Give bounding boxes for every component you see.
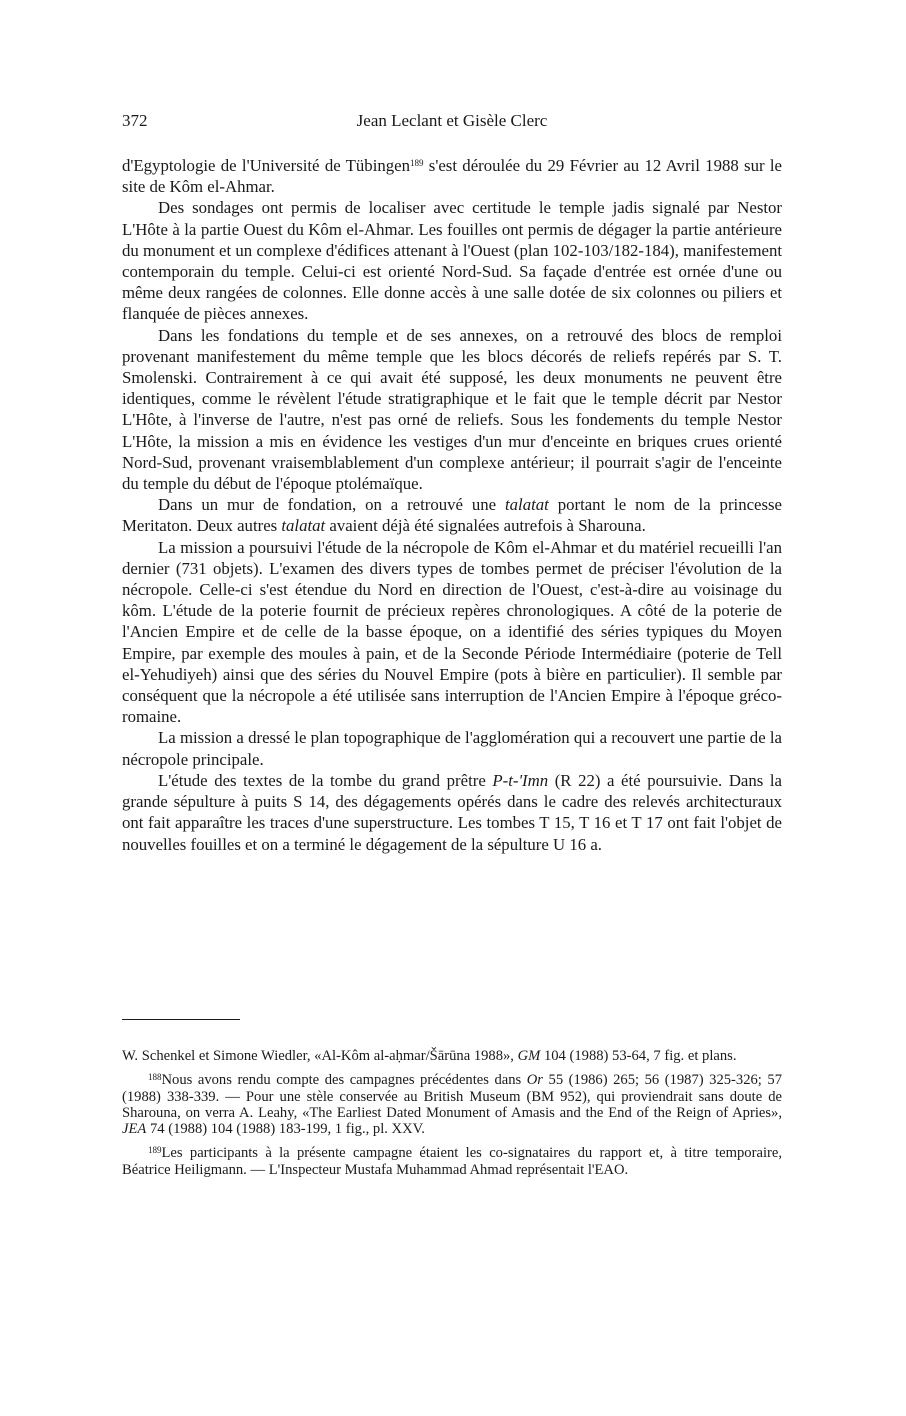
footnote-188-text-c: 74 (1988) 104 (1988) 183-199, 1 fig., pl. XXV. (146, 1121, 425, 1138)
page-header (122, 111, 782, 135)
paragraph-7-text-b: (R 22) a été poursuivie. Dans la grande sépulture à puits S 14, des dégagements opérés dans le cadre des relevés architecturaux ont fait apparaître les traces d'une superstructure. Les tombes T 15, T 16 et T 17 ont fait l'objet de nouvelles fouilles et on a terminé le dégagement de la sépulture U 16 a. (122, 770, 782, 854)
paragraph-4-text-c: avaient déjà été signalées autrefois à Sharouna. (325, 516, 646, 536)
paragraph-4 (122, 494, 782, 536)
footnote-cont-italic: GM (517, 1048, 541, 1064)
paragraph-1 (122, 155, 782, 197)
paragraph-3: Dans les fondations du temple et de ses annexes, on a retrouvé des blocs de remploi provenant manifestement du même temple que les blocs décorés de reliefs repérés par S. T. Smolenski. Contrairement à ce qui avait été supposé, les deux monuments ne peuvent être identiques, comme le révèlent l'étude stratigraphique et le fait que le temple décrit par Nestor L'Hôte, à l'inverse de l'autre, n'est pas orné de reliefs. Sous les fondements du temple Nestor L'Hôte, la mission a mis en évidence les vestiges d'un mur d'enceinte en briques crues orienté Nord-Sud, provenant vraisemblablement d'un complexe antérieur; il pourrait s'agir de l'enceinte du temple du début de l'époque ptolémaïque. (122, 325, 782, 494)
footnote-188 (122, 1072, 782, 1137)
footnote-189-text: Les participants à la présente campagne étaient les co-signataires du rapport et, à titre temporaire, Béatrice Heiligmann. — L'Inspecteur Mustafa Muhammad Ahmad représentait l'EAO. (122, 1145, 782, 1178)
paragraph-2: Des sondages ont permis de localiser avec certitude le temple jadis signalé par Nestor L'Hôte à la partie Ouest du Kôm el-Ahmar. Les fouilles ont permis de dégager la partie antérieure du monument et un complexe d'édifices attenant à l'Ouest (plan 102-103/182-184), manifestement contemporain du temple. Celui-ci est orienté Nord-Sud. Sa façade d'entrée est ornée d'une ou même deux rangées de colonnes. Elle donne accès à une salle dotée de six colonnes ou piliers et flanquée de pièces annexes. (122, 198, 782, 324)
footnote-separator (122, 1019, 240, 1020)
paragraph-6: La mission a dressé le plan topographique de l'agglomération qui a recouvert une partie de la nécropole principale. (122, 728, 782, 769)
paragraph-4-italic-2: talatat (281, 516, 326, 536)
footnote-188-text-b: 55 (1986) 265; 56 (1987) 325-326; 57 (1988) 338-339. — Pour une stèle conservée au British Museum (BM 952), qui proviendrait sans doute de Sharouna, on verra A. Leahy, «The Earliest Dated Monument of Amasis and the End of the Reign of Apries», (122, 1072, 782, 1121)
footnote-cont-text-a: W. Schenkel et Simone Wiedler, «Al-Kôm al-aḥmar/Šārūna 1988», (122, 1048, 518, 1064)
paragraph-7-italic-1: P-t-'Imn (492, 770, 549, 790)
paragraph-5: La mission a poursuivi l'étude de la nécropole de Kôm el-Ahmar et du matériel recueilli l'an dernier (731 objets). L'examen des divers types de tombes permet de préciser l'évolution de la nécropole. Celle-ci s'est étendue du Nord en direction de l'Ouest, c'est-à-dire au voisinage du kôm. L'étude de la poterie fournit de précieux repères chronologiques. A côté de la poterie de l'Ancien Empire et de celle de la basse époque, on a identifié des séries typiques du Moyen Empire, par exemple des moules à pain, et de la Seconde Période Intermédiaire (poterie de Tell el-Yehudiyeh) ainsi que des séries du Nouvel Empire (pots à bière en particulier). Il semble par conséquent que la nécropole a été utilisée sans interruption de l'Ancien Empire à l'époque gréco-romaine. (122, 537, 782, 727)
footnote-cont-text-b: 104 (1988) 53-64, 7 fig. et plans. (540, 1048, 737, 1064)
footnote-number-189: 189 (148, 1145, 162, 1156)
paragraph-1-text-b: s'est déroulée du 29 Février au 12 Avril 1988 sur le site de Kôm el-Ahmar. (122, 156, 782, 197)
footnotes (122, 1048, 782, 1186)
footnote-188-text-a: Nous avons rendu compte des campagnes précédentes dans (161, 1072, 527, 1089)
body-text (122, 155, 782, 855)
footnote-ref-189: 189 (409, 158, 424, 168)
paragraph-7 (122, 770, 782, 855)
footnote-continuation (122, 1048, 782, 1064)
paragraph-4-text-a: Dans un mur de fondation, on a retrouvé une (158, 495, 505, 515)
running-title: Jean Leclant et Gisèle Clerc (356, 111, 548, 130)
footnote-189 (122, 1145, 782, 1178)
footnote-188-italic-1: Or (526, 1072, 543, 1089)
page-number: 372 (122, 111, 148, 130)
paragraph-4-italic-1: talatat (504, 495, 549, 515)
footnote-188-italic-2: JEA (122, 1121, 147, 1138)
paragraph-7-text-a: L'étude des textes de la tombe du grand prêtre (158, 770, 493, 790)
paragraph-4-text-b: portant le nom de la princesse Meritaton. Deux autres (122, 495, 782, 536)
footnote-number-188: 188 (148, 1072, 162, 1083)
paragraph-1-text-a: d'Egyptologie de l'Université de Tübingen (122, 156, 410, 175)
